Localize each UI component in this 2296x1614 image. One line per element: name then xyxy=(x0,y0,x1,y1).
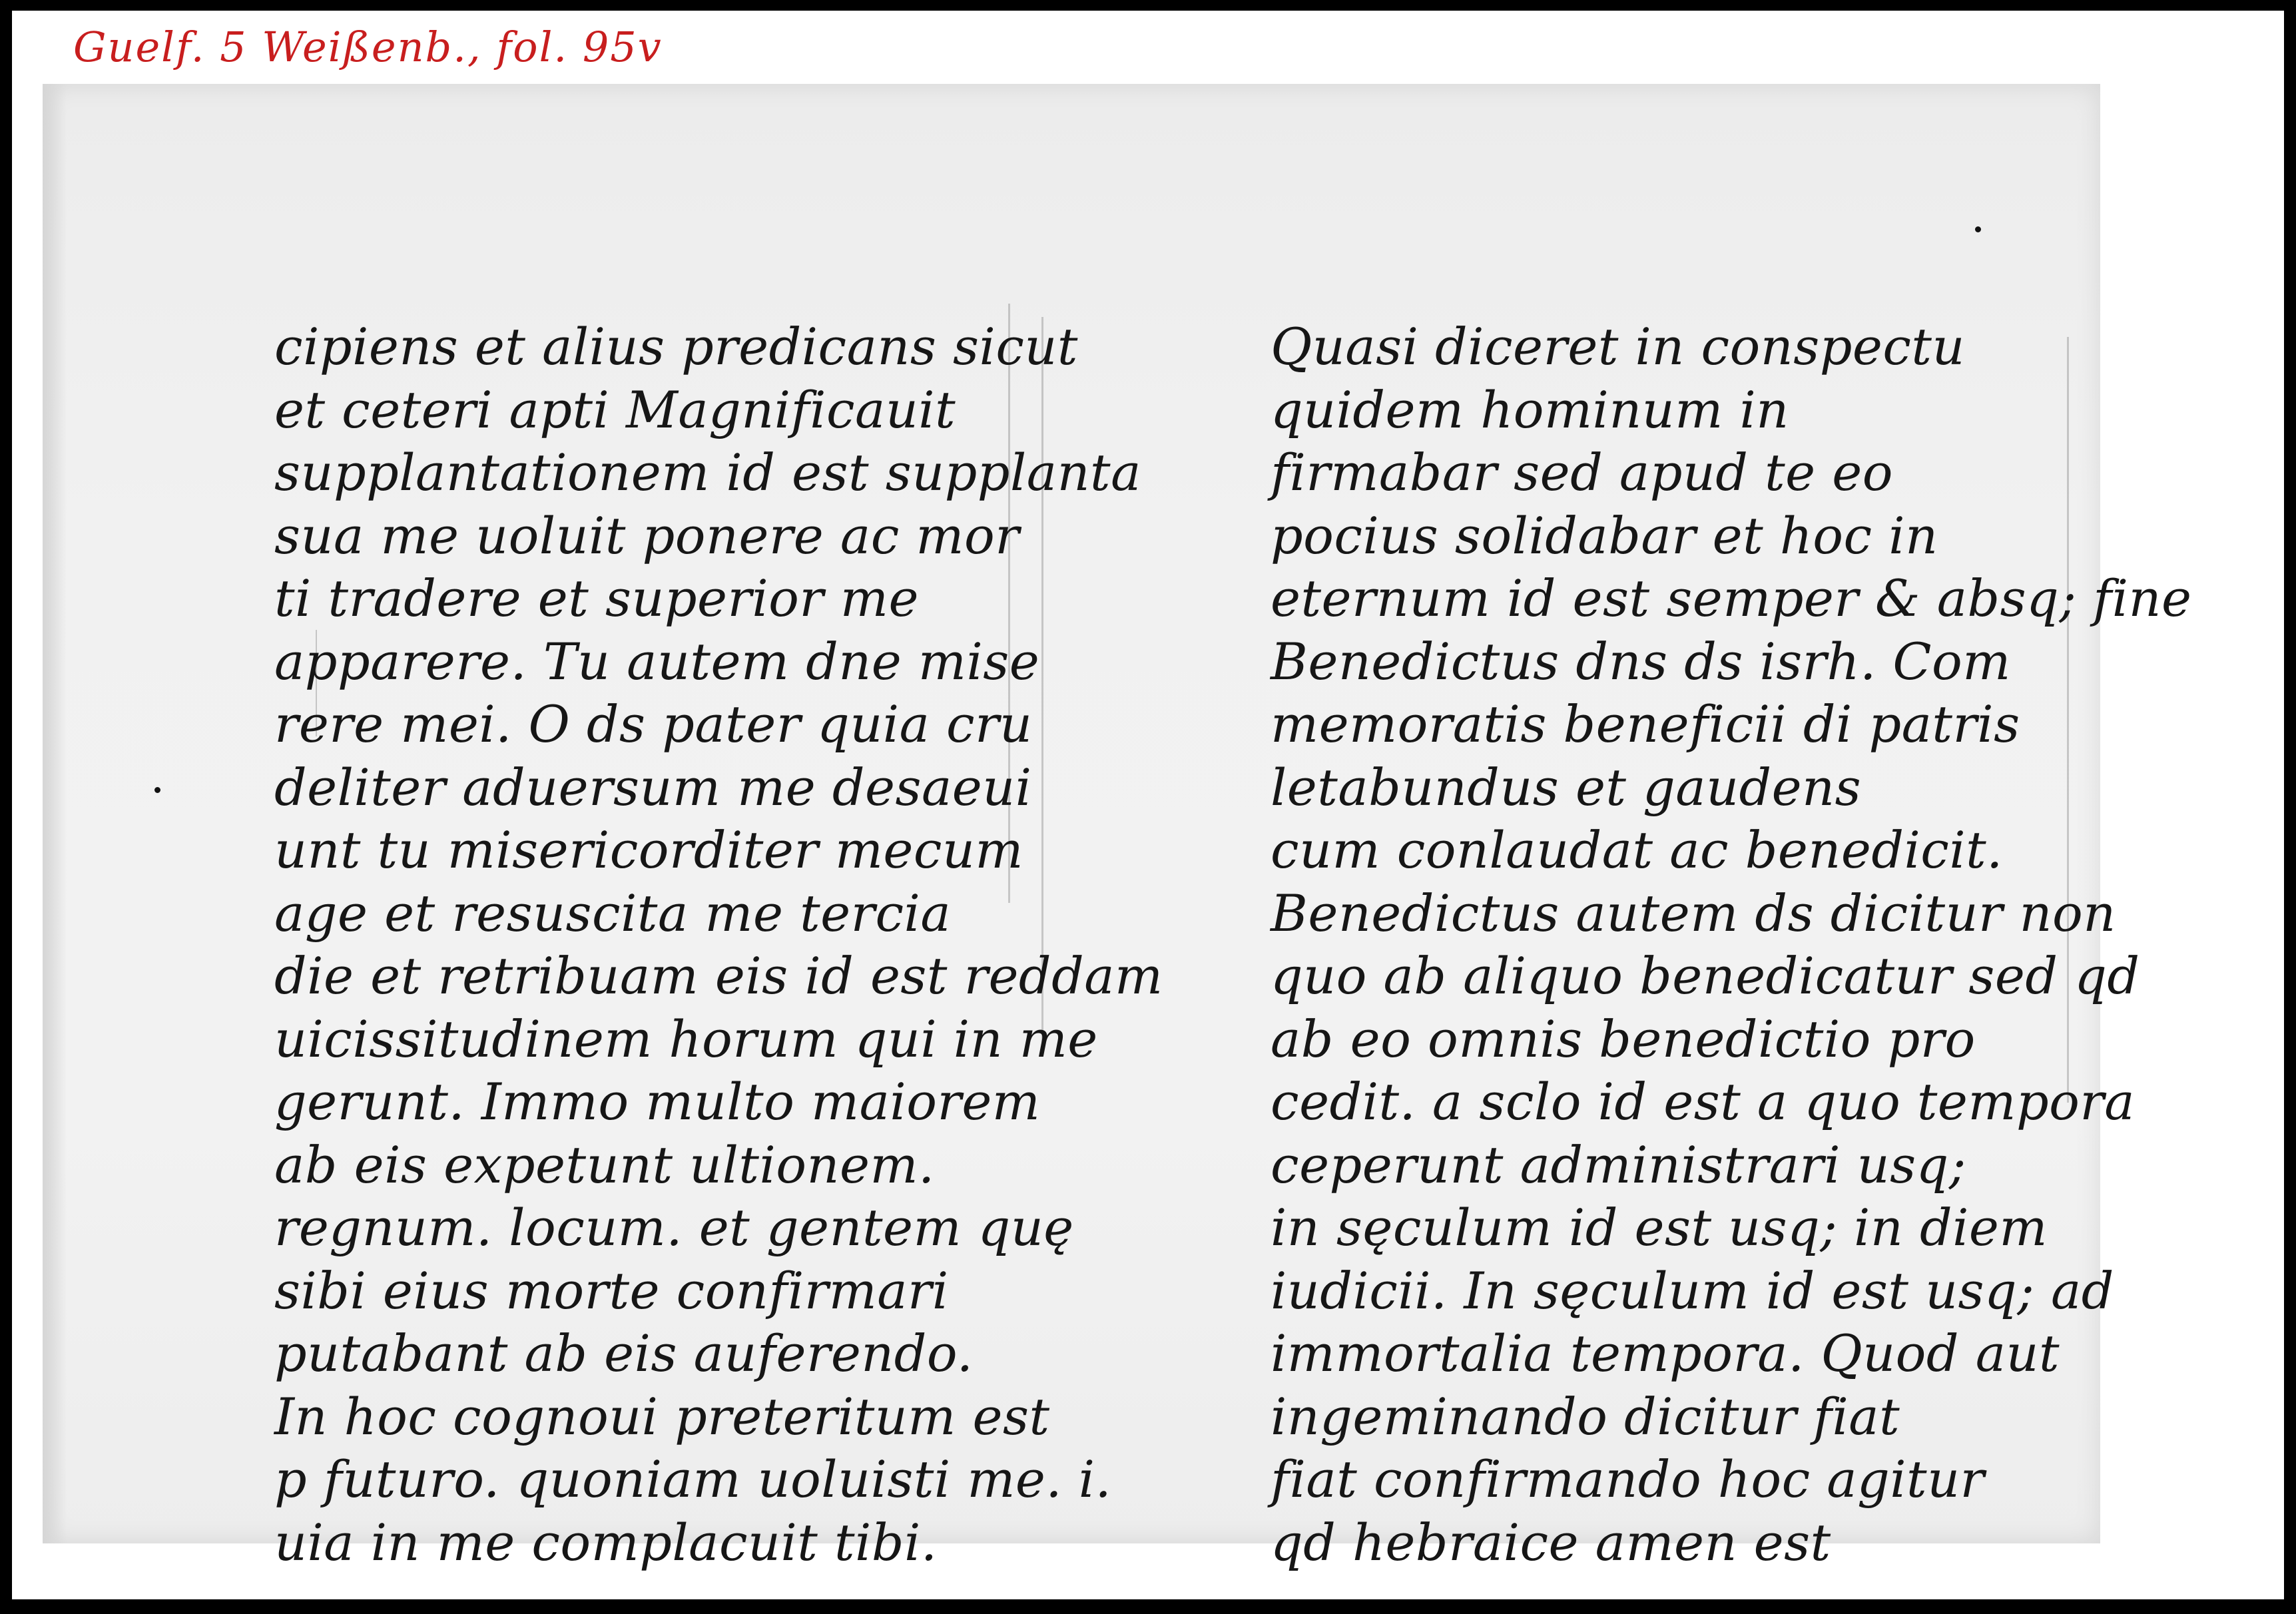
text-line: cedit. a sclo id est a quo tempora xyxy=(1271,1072,2136,1131)
text-line: Quasi diceret in conspectu xyxy=(1271,317,1965,376)
right-text-column xyxy=(1271,316,2192,1574)
text-line: Benedictus dns ds isrh. Com xyxy=(1271,631,2011,691)
text-line: fiat confirmando hoc agitur xyxy=(1271,1450,1985,1509)
text-line: rere mei. O ds pater quia cru xyxy=(274,694,1033,754)
text-line: et ceteri apti Magnificauit xyxy=(274,380,956,439)
text-line: deliter aduersum me desaeui xyxy=(274,757,1032,817)
text-line: memoratis beneficii di patris xyxy=(1271,694,2020,754)
left-text-column xyxy=(274,316,1163,1574)
text-line: age et resuscita me tercia xyxy=(274,883,952,943)
text-line: ab eo omnis benedictio pro xyxy=(1271,1009,1976,1069)
text-line: quo ab aliquo benedicatur sed qd xyxy=(1271,946,2140,1005)
text-line: sibi eius morte confirmari xyxy=(274,1260,949,1320)
text-line: in sęculum id est usq; in diem xyxy=(1271,1198,2048,1257)
text-line: cipiens et alius predicans sicut xyxy=(274,317,1078,376)
text-line: ti tradere et superior me xyxy=(274,569,919,628)
text-line: p futuro. quoniam uoluisti me. i. xyxy=(274,1450,1112,1509)
text-line: ab eis expetunt ultionem. xyxy=(274,1135,935,1195)
text-line: quidem hominum in xyxy=(1271,380,1789,439)
text-line: die et retribuam eis id est reddam xyxy=(274,946,1163,1005)
text-line: firmabar sed apud te eo xyxy=(1271,443,1894,502)
text-line: apparere. Tu autem dne mise xyxy=(274,631,1040,691)
text-line: putabant ab eis auferendo. xyxy=(274,1324,974,1383)
text-line: ceperunt administrari usq; xyxy=(1271,1135,1966,1195)
text-line: eternum id est semper & absq; fine xyxy=(1271,569,2192,628)
text-line: In hoc cognoui preteritum est xyxy=(274,1386,1050,1446)
margin-dot-left xyxy=(154,787,160,793)
text-line: supplantationem id est supplanta xyxy=(274,443,1141,502)
margin-dot-top-right xyxy=(1975,226,1981,232)
text-line: cum conlaudat ac benedicit. xyxy=(1271,820,2003,880)
shelfmark-annotation: Guelf. 5 Weißenb., fol. 95v xyxy=(73,23,663,71)
text-line: sua me uoluit ponere ac mor xyxy=(274,505,1020,565)
text-line: iudicii. In sęculum id est usq; ad xyxy=(1271,1260,2114,1320)
text-line: uia in me complacuit tibi. xyxy=(274,1512,938,1572)
text-line: Benedictus autem ds dicitur non xyxy=(1271,883,2116,943)
text-line: gerunt. Immo multo maiorem xyxy=(274,1072,1041,1131)
text-line: letabundus et gaudens xyxy=(1271,757,1862,817)
text-line: qd hebraice amen est xyxy=(1271,1512,1831,1572)
text-line: regnum. locum. et gentem quę xyxy=(274,1198,1074,1257)
text-line: pocius solidabar et hoc in xyxy=(1271,505,1938,565)
text-line: ingeminando dicitur fiat xyxy=(1271,1386,1900,1446)
text-line: immortalia tempora. Quod aut xyxy=(1271,1324,2060,1383)
text-line: unt tu misericorditer mecum xyxy=(274,820,1023,880)
text-line: uicissitudinem horum qui in me xyxy=(274,1009,1098,1069)
